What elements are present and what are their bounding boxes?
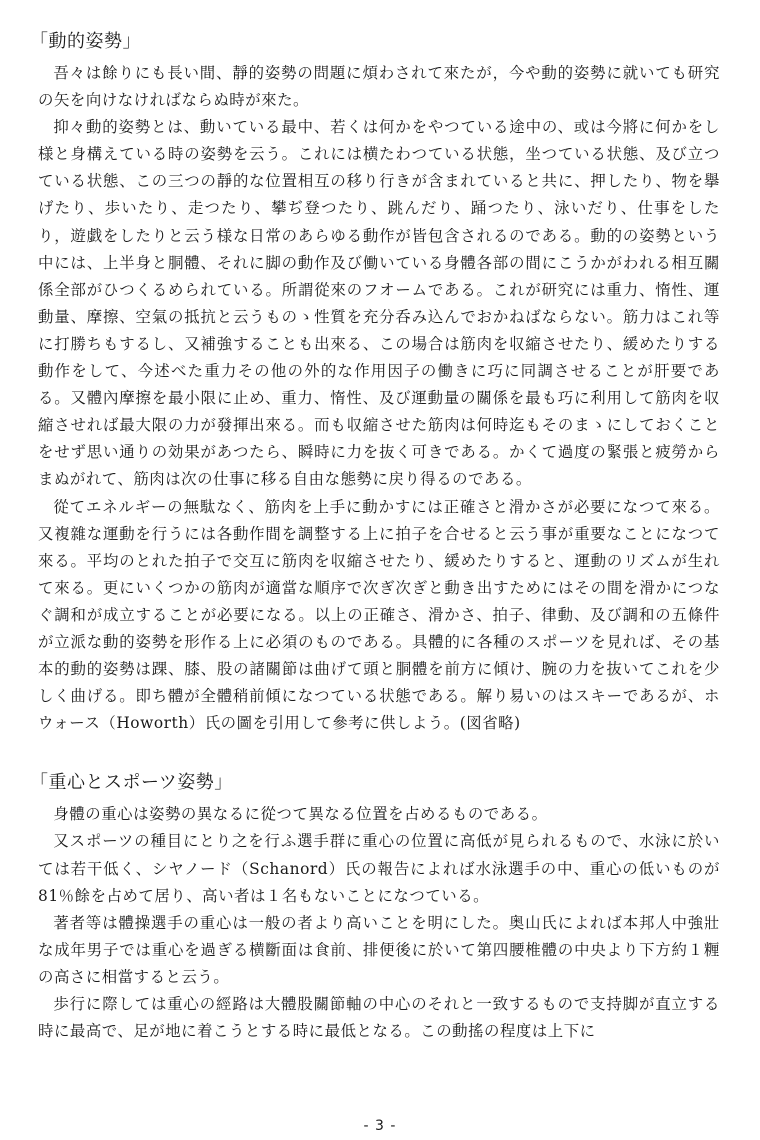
page-number: - 3 -	[363, 1118, 397, 1134]
paragraph: 抑々動的姿勢とは、動いている最中、若くは何かをやつている途中の、或は今將に何かをし様と身構えている時の姿勢を云う。これには横たわつている状態，坐つている状態、及び立つている状態、この三つの靜的な位置相互の移り行きが含まれていると共に、押したり、物を擧げたり、歩いたり、走つたり、攀ぢ登つたり、跳んだり、踊つたり、泳いだり、仕事をしたり，遊戯をしたりと云う様な日常のあらゆる動作が皆包含されるのである。動的の姿勢という中には、上半身と胴體、それに脚の動作及び働いている身體各部の間にこうかがわれる相互關係全部がひつくるめられている。所謂從來のフオームである。これが研究には重力、惰性、運動量、摩擦、空氣の抵抗と云うものゝ性質を充分呑み込んでおかねばならない。筋力はこれ等に打勝ちもするし、又補強することも出來る、この場合は筋肉を収縮させたり、緩めたりする動作をして、今述べた重力その他の外的な作用因子の働きに巧に同調させることが肝要である。又體內摩擦を最小限に止め、重力、惰性、及び運動量の關係を最も巧に利用して筋肉を収縮させれば最大限の力が發揮出來る。而も収縮させた筋肉は何時迄もそのまゝにしておくことをせず思い通りの効果があつたら、瞬時に力を抜く可きである。かくて過度の緊張と疲勞からまぬがれて、筋肉は次の仕事に移る自由な態勢に戻り得るのである。	[38, 118, 720, 489]
section-center-of-gravity	[30, 771, 720, 1045]
section-heading: 「重心とスポーツ姿勢」	[30, 772, 233, 794]
paragraph: 從てエネルギーの無駄なく、筋肉を上手に動かすには正確さと滑かさが必要になつて來る。又複雜な運動を行うには各動作間を調整する上に拍子を合せると云う事が重要なことになつて來る。平均のとれた拍子で交互に筋肉を収縮させたり、緩めたりすると、運動のリズムが生れて來る。更にいくつかの筋肉が適當な順序で次ぎ次ぎと動き出すためにはその間を滑かにつなぐ調和が成立することが必要になる。以上の正確さ、滑かさ、拍子、律動、及び調和の五條件が立派な動的姿勢を形作る上に必須のものである。具體的に各種のスポーツを見れば、その基本的動的姿勢は踝、膝、股の諸關節は曲げて頭と胴體を前方に傾け、腕の力を抜いてこれを少しく曲げる。即ち體が全體稍前傾になつている状態である。解り易いのはスキーであるが、ホウォース（Howorth）氏の圖を引用して參考に供しよう。(図省略)	[38, 497, 720, 733]
paragraph: 又スポーツの種目にとり之を行ふ選手群に重心の位置に高低が見られるもので、水泳に於いては若干低く、シヤノード（Schanord）氏の報告によれば水泳選手の中、重心の低いものが 81％餘を占めて居り、高い者は１名もないことになつている。	[38, 832, 720, 905]
paragraph: 身體の重心は姿勢の異なるに從つて異なる位置を占めるものである。	[53, 805, 548, 824]
paragraph: 著者等は體操選手の重心は一般の者より高いことを明にした。奥山氏によれば本邦人中強壯な成年男子では重心を過ぎる横斷面は食前、排便後に於いて第四腰椎體の中央より下方約１糎の高さに相當すると云う。	[38, 913, 720, 986]
section-heading: 「動的姿勢」	[30, 31, 141, 52]
section-dynamic-posture	[30, 30, 720, 737]
paragraph: 歩行に際しては重心の經路は大體股關節軸の中心のそれと一致するもので支持脚が直立する時に最高で、足が地に着こうとする時に最低となる。この動搖の程度は上下に	[38, 995, 720, 1041]
paragraph: 吾々は餘りにも長い間、靜的姿勢の問題に煩わされて來たが，今や動的姿勢に就いても研究の矢を向けなければならぬ時が來た。	[38, 64, 720, 110]
